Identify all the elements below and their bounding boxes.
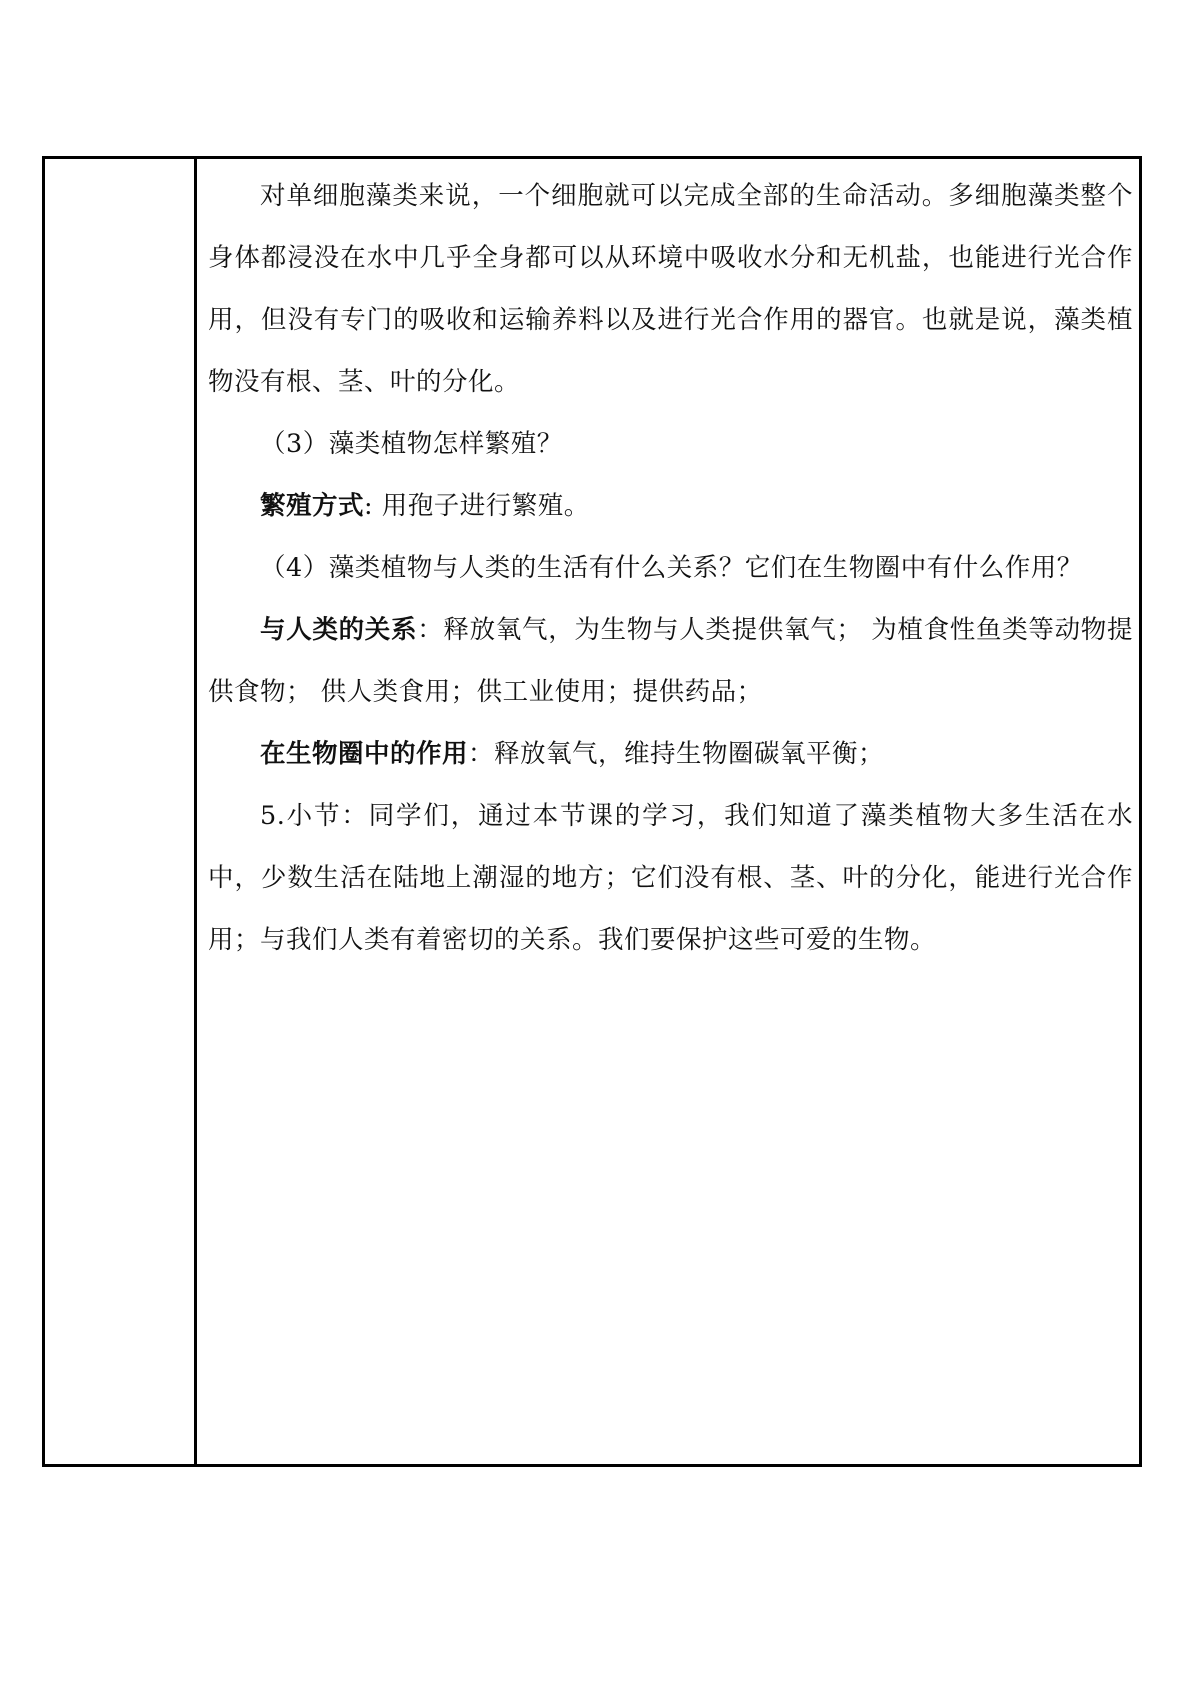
- lesson-table: [42, 156, 1142, 1467]
- paragraph-text: 5.小节：同学们，通过本节课的学习，我们知道了藻类植物大多生活在水中，少数生活在陆地上潮湿的地方；它们没有根、茎、叶的分化，能进行光合作用；与我们人类有着密切的关系。我们要保护这些可爱的生物。: [208, 801, 1133, 955]
- bold-label: 繁殖方式: [260, 491, 365, 521]
- paragraph-text: （4）藻类植物与人类的生活有什么关系？它们在生物圈中有什么作用？: [260, 553, 1083, 583]
- paragraph-summary: [208, 785, 1133, 971]
- paragraph-text: ：释放氧气，为生物与人类提供氧气； 为植食性鱼类等动物提供食物； 供人类食用；供工业使用；提供药品；: [208, 615, 1133, 707]
- paragraph-text: ：释放氧气，维持生物圈碳氧平衡；: [468, 739, 885, 769]
- question-relationship: [208, 537, 1133, 599]
- paragraph-text: : 用孢子进行繁殖。: [364, 491, 590, 521]
- question-reproduction: [208, 413, 1133, 475]
- paragraph-text: （3）藻类植物怎样繁殖？: [260, 429, 563, 459]
- paragraph-reproduction-method: [208, 475, 1133, 537]
- paragraph-human-relation: [208, 599, 1133, 723]
- bold-label: 与人类的关系: [260, 615, 418, 645]
- content-cell: [208, 165, 1133, 971]
- column-divider: [194, 159, 197, 1464]
- paragraph-text: 对单细胞藻类来说，一个细胞就可以完成全部的生命活动。多细胞藻类整个身体都浸没在水中几乎全身都可以从环境中吸收水分和无机盐，也能进行光合作用，但没有专门的吸收和运输养料以及进行光合作用的器官。也就是说，藻类植物没有根、茎、叶的分化。: [208, 181, 1133, 397]
- paragraph-biosphere-role: [208, 723, 1133, 785]
- bold-label: 在生物圈中的作用: [260, 739, 469, 769]
- paragraph-algae-structure: [208, 165, 1133, 413]
